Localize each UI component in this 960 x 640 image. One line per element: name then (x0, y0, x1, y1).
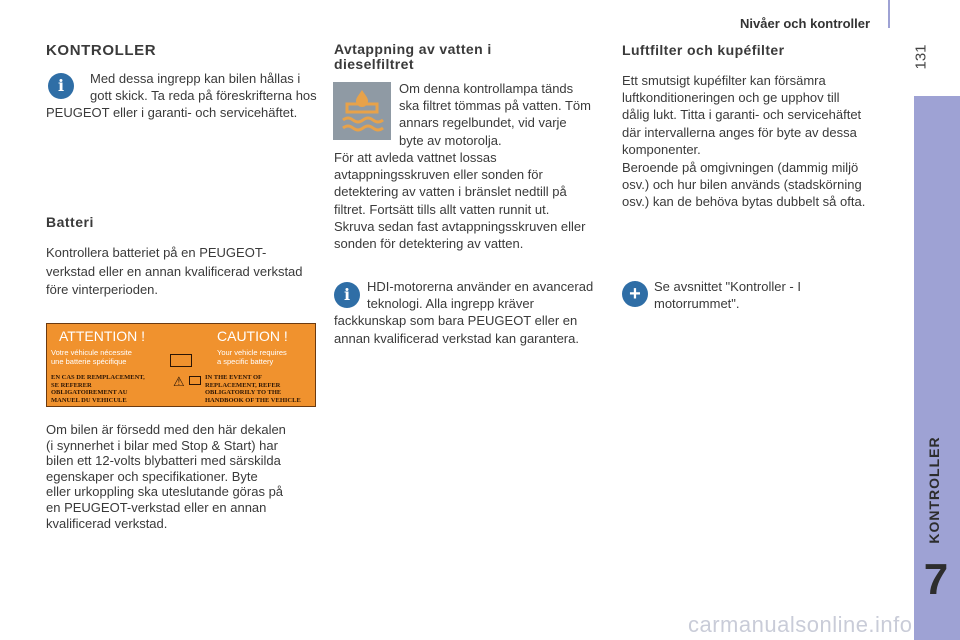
drain-line: sonden för detektering av vatten. (334, 236, 524, 252)
intro-line: PEUGEOT eller i garanti- och servicehäftet. (46, 105, 298, 121)
air-filter-line: Ett smutsigt kupéfilter kan försämra (622, 73, 826, 88)
hdi-line: fackkunskap som bara PEUGEOT eller en (334, 313, 578, 329)
hdi-line: teknologi. Alla ingrepp kräver (367, 296, 534, 312)
lamp-line: byte av motorolja. (399, 132, 502, 148)
info-icon: i (334, 282, 360, 308)
sticker-line: (i synnerhet i bilar med Stop & Start) har (46, 437, 278, 453)
sticker-line: en PEUGEOT-verkstad eller en annan (46, 499, 267, 515)
see-also-line: Se avsnittet "Kontroller - I (654, 279, 801, 294)
water-drain-heading: Avtappning av vatten i dieselfiltret (334, 41, 492, 72)
sticker-line: Om bilen är försedd med den här dekalen (46, 422, 286, 437)
air-filter-line: komponenter. (622, 141, 701, 157)
page-title: KONTROLLER (46, 42, 157, 59)
air-filter-text-2 (622, 159, 892, 211)
see-also-text (654, 278, 884, 312)
intro-line: Med dessa ingrepp kan bilen hållas i (90, 71, 301, 86)
battery-line: verkstad eller en annan kvalificerad verkstad (46, 263, 303, 279)
lamp-line: annars regelbundet, vid varje (399, 115, 567, 131)
sticker-right-title: CAUTION ! (217, 328, 288, 344)
sticker-line: kvalificerad verkstad. (46, 515, 168, 531)
page-number: 131 (912, 44, 930, 70)
sticker-text (46, 422, 336, 531)
battery-heading: Batteri (46, 214, 94, 230)
drain-line: För att avleda vattnet lossas (334, 150, 497, 165)
lamp-line: Om denna kontrollampa tänds (399, 81, 574, 96)
sticker-line: egenskaper och specifikationer. Byte (46, 468, 258, 484)
drain-line: filtret. Fortsätt tills allt vatten runnit ut. (334, 201, 550, 217)
sticker-left-title: ATTENTION ! (59, 328, 146, 344)
air-filter-line: osv.) och hur bilen används (stadskörning (622, 177, 862, 193)
sticker-line: bilen ett 12-volts blybatteri med särskilda (46, 453, 281, 469)
warning-triangle-icon: ⚠ (173, 374, 185, 389)
air-filter-line: dålig lukt. Titta i garanti- och servicehäftet (622, 107, 862, 123)
manual-icon (189, 376, 201, 385)
intro-line: gott skick. Ta reda på föreskrifterna hos (90, 88, 317, 104)
air-filter-line: där intervallerna anges för byte av dessa (622, 124, 857, 140)
chapter-label: KONTROLLER (926, 436, 942, 544)
drain-line: avtappningsskruven eller sonden för (334, 167, 543, 183)
air-filter-text-1 (622, 72, 892, 158)
drain-line: detektering av vatten i bränslet nedtill på (334, 184, 567, 200)
hdi-text (334, 278, 614, 347)
air-filter-line: Beroende på omgivningen (dammig miljö (622, 160, 859, 175)
chapter-number: 7 (923, 555, 949, 604)
header-rule (888, 0, 890, 28)
sticker-left-notice: EN CAS DE REMPLACEMENT, SE REFERER OBLIGATOIREMENT AU MANUEL DU VEHICULE (51, 374, 145, 404)
lamp-line: ska filtret tömmas på vatten. Töm (399, 98, 591, 114)
info-icon: i (48, 73, 74, 99)
hdi-line: annan kvalificerad verkstad kan garantera. (334, 330, 579, 346)
sticker-right-sub: Your vehicle requires a specific battery (217, 348, 287, 366)
sticker-line: eller urkoppling ska uteslutande göras på (46, 484, 284, 500)
hdi-line: HDI-motorerna använder en avancerad (367, 279, 594, 294)
lamp-text (399, 80, 609, 149)
sticker-left-sub: Votre véhicule nécessite une batterie spécifique (51, 348, 132, 366)
water-in-fuel-warning-icon (333, 82, 391, 140)
battery-text (46, 244, 326, 300)
battery-icon (170, 354, 192, 367)
section-title: Nivåer och kontroller (740, 16, 871, 31)
intro-text (46, 70, 326, 122)
battery-line: Kontrollera batteriet på en PEUGEOT- (46, 245, 267, 260)
air-filter-line: luftkonditioneringen och ge upphov till (622, 90, 840, 106)
battery-line: före vinterperioden. (46, 282, 159, 297)
air-filter-heading: Luftfilter och kupéfilter (622, 42, 785, 58)
sticker-right-notice: IN THE EVENT OF REPLACEMENT, REFER OBLIGATORILY TO THE HANDBOOK OF THE VEHICLE (205, 374, 301, 404)
drain-line: Skruva sedan fast avtappningsskruven eller (334, 218, 586, 234)
air-filter-line: osv.) kan de behöva bytas dubbelt så ofta. (622, 194, 866, 210)
battery-warning-sticker (46, 323, 316, 407)
see-also-plus-icon: + (622, 281, 648, 307)
drain-text (334, 149, 614, 252)
see-also-line: motorrummet". (654, 296, 740, 312)
watermark: carmanualsonline.info (688, 612, 913, 637)
